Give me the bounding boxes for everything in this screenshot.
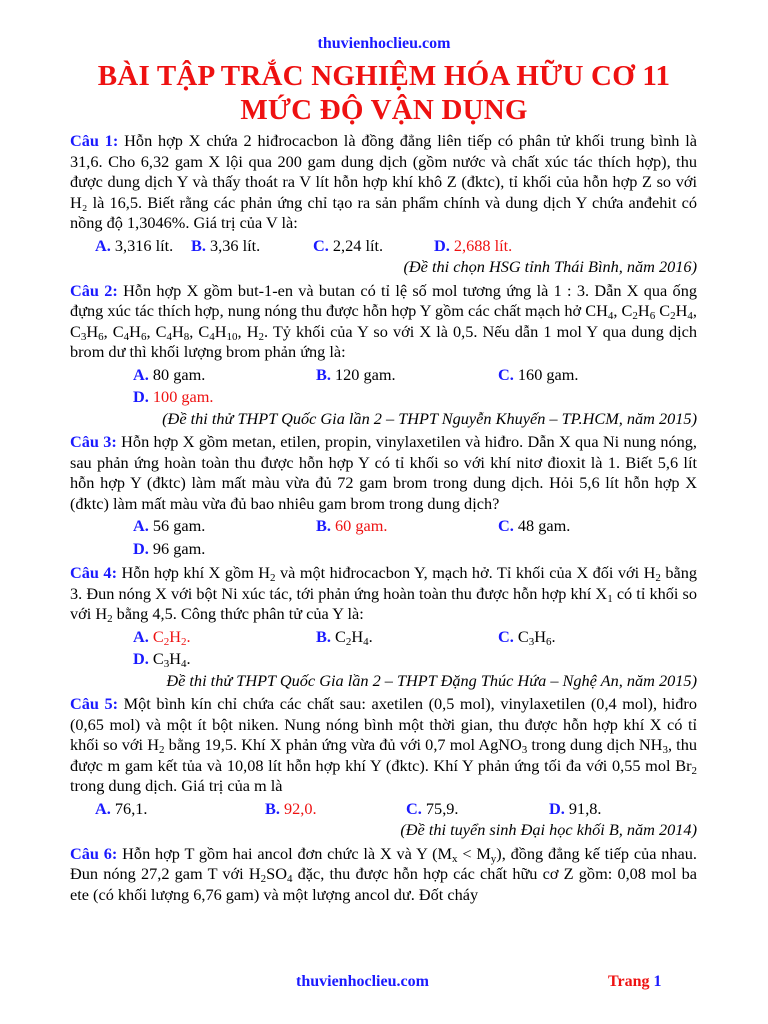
option-b: B. $C_2H_4$.: [316, 626, 373, 648]
option-c: C. 160 gam.: [498, 364, 579, 384]
question-label: Câu 2:: [70, 280, 118, 300]
header-site-name[interactable]: thuvienhoclieu.com: [317, 35, 451, 52]
question-1: [70, 131, 697, 278]
question-source: Đề thi thử THPT Quốc Gia lần 2 – THPT Đặng Thúc Hứa – Nghệ An, năm 2015): [166, 670, 697, 690]
question-text: Hỗn hợp X gồm but-1-en và butan có tỉ lệ số mol tương ứng là 1 : 3. Dẫn X qua ống đựng xúc tác thích hợp, nung nóng thu được hỗn hợp Y gồm các chất mạch hở $CH_4$, $C_2H_6$ $C_2H_4$, $C_3H_6$, $C_4H_6$, $C_4H_8$, $C_4H_{10}$, $H_2$. Tỷ khối của Y so với X là 0,5. Nếu dẫn 1 mol Y qua dung dịch brom dư thì khối lượng brom phản ứng là:: [70, 280, 697, 361]
option-c: C. 75,9.: [406, 798, 459, 818]
question-text: Một bình kín chỉ chứa các chất sau: axetilen (0,5 mol), vinylaxetilen (0,4 mol), hiđro (0,65 mol) và một ít bột niken. Nung nóng bình một thời gian, thu được hỗn hợp khí X có tỉ khối so với $H_2$ bằng 19,5. Khí X phản ứng vừa đủ với 0,7 mol AgNO$_3$ trong dung dịch $NH_3$, thu được m gam kết tủa và 10,08 lít hỗn hợp khí Y (đktc). Khí Y phản ứng tối đa với 0,55 mol $Br_2$ trong dung dịch. Giá trị của m là: [70, 694, 697, 795]
question-text: Hỗn hợp khí X gồm $H_2$ và một hiđrocacbon Y, mạch hở. Tỉ khối của X đối với $H_2$ bằng 3. Đun nóng X với bột Ni xúc tác, tới phản ứng hoàn toàn thu được hỗn hợp khí $X_1$ có tỉ khối so với $H_2$ bằng 4,5. Công thức phân tử của Y là:: [70, 563, 697, 625]
option-b: B. 3,36 lít.: [191, 235, 261, 255]
question-list: [70, 131, 697, 905]
question-text: Hỗn hợp T gồm hai ancol đơn chức là X và Y $(M_x < M_y)$, đồng đẳng kế tiếp của nhau. Đun nóng 27,2 gam T với $H_2SO_4$ đặc, thu được hỗn hợp các chất hữu cơ Z gồm: 0,08 mol ba ete (có khối lượng 6,76 gam) và một lượng ancol dư. Đốt cháy: [70, 843, 698, 904]
option-b: B. 120 gam.: [316, 364, 396, 384]
option-a: A. 3,316 lít.: [95, 235, 174, 255]
question-source: (Đề thi chọn HSG tỉnh Thái Bình, năm 2016): [403, 257, 697, 276]
question-source: (Đề thi tuyển sinh Đại học khối B, năm 2014): [400, 820, 697, 839]
option-d: D. 96 gam.: [133, 538, 206, 558]
question-text: Hỗn hợp X chứa 2 hiđrocacbon là đồng đẳng liên tiếp có phân tử khối trung bình là 31,6. Cho 6,32 gam X lội qua 200 gam dung dịch (gồm nước và chất xúc tác thích hợp), thu được dung dịch Y và thấy thoát ra V lít hỗn hợp khí khô Z (đktc), tỉ khối của hỗn hợp Z so với H₂ là 16,5. Biết rằng các phản ứng chỉ tạo ra sản phẩm chính và dung dịch Y chứa anđehit có nồng độ 1,3046%. Giá trị của V là:: [70, 131, 697, 232]
question-label: Câu 6:: [70, 843, 118, 863]
question-4: [70, 563, 697, 691]
question-2: [70, 281, 697, 430]
option-d: D. 91,8.: [549, 798, 602, 818]
page-number: Trang 1: [608, 973, 662, 990]
option-c: C. 2,24 lít.: [313, 235, 384, 255]
question-label: Câu 4:: [70, 563, 117, 582]
question-3: [70, 432, 697, 559]
document-title: BÀI TẬP TRẮC NGHIỆM HÓA HỮU CƠ 11: [97, 60, 671, 92]
option-a: A. 76,1.: [95, 798, 148, 818]
option-d: D. $C_3H_4$.: [133, 649, 191, 670]
option-a: A. 80 gam.: [133, 364, 206, 384]
document-subtitle: MỨC ĐỘ VẬN DỤNG: [240, 94, 528, 126]
question-6: [70, 844, 697, 906]
question-source: (Đề thi thử THPT Quốc Gia lần 2 – THPT Nguyễn Khuyến – TP.HCM, năm 2015): [162, 408, 697, 428]
option-d-correct: D. 100 gam.: [133, 387, 214, 406]
question-5: [70, 694, 697, 841]
option-a-correct: A. $C_2H_2$.: [133, 626, 191, 648]
footer-site-name[interactable]: thuvienhoclieu.com: [296, 973, 429, 990]
option-c: C. 48 gam.: [498, 516, 571, 535]
option-b-correct: B. 60 gam.: [316, 516, 388, 535]
question-text: Hỗn hợp X gồm metan, etilen, propin, vinylaxetilen và hiđro. Dẫn X qua Ni nung nóng, sau phản ứng hoàn toàn thu được hỗn hợp Y có tỉ khối so với khí nitơ đioxit là 1. Biết 5,6 lít hỗn hợp Y (đktc) làm mất màu vừa đủ 72 gam brom trong dung dịch. Hỏi 5,6 lít hỗn hợp X (đktc) làm mất màu vừa đủ bao nhiêu gam brom trong dung dịch?: [70, 432, 697, 513]
question-label: Câu 1:: [70, 131, 119, 150]
question-label: Câu 5:: [70, 694, 119, 713]
question-label: Câu 3:: [70, 432, 117, 451]
option-a: A. 56 gam.: [133, 516, 206, 535]
option-d-correct: D. 2,688 lít.: [434, 235, 513, 255]
option-b-correct: B. 92,0.: [265, 798, 317, 818]
option-c: C. $C_3H_6$.: [498, 626, 556, 648]
